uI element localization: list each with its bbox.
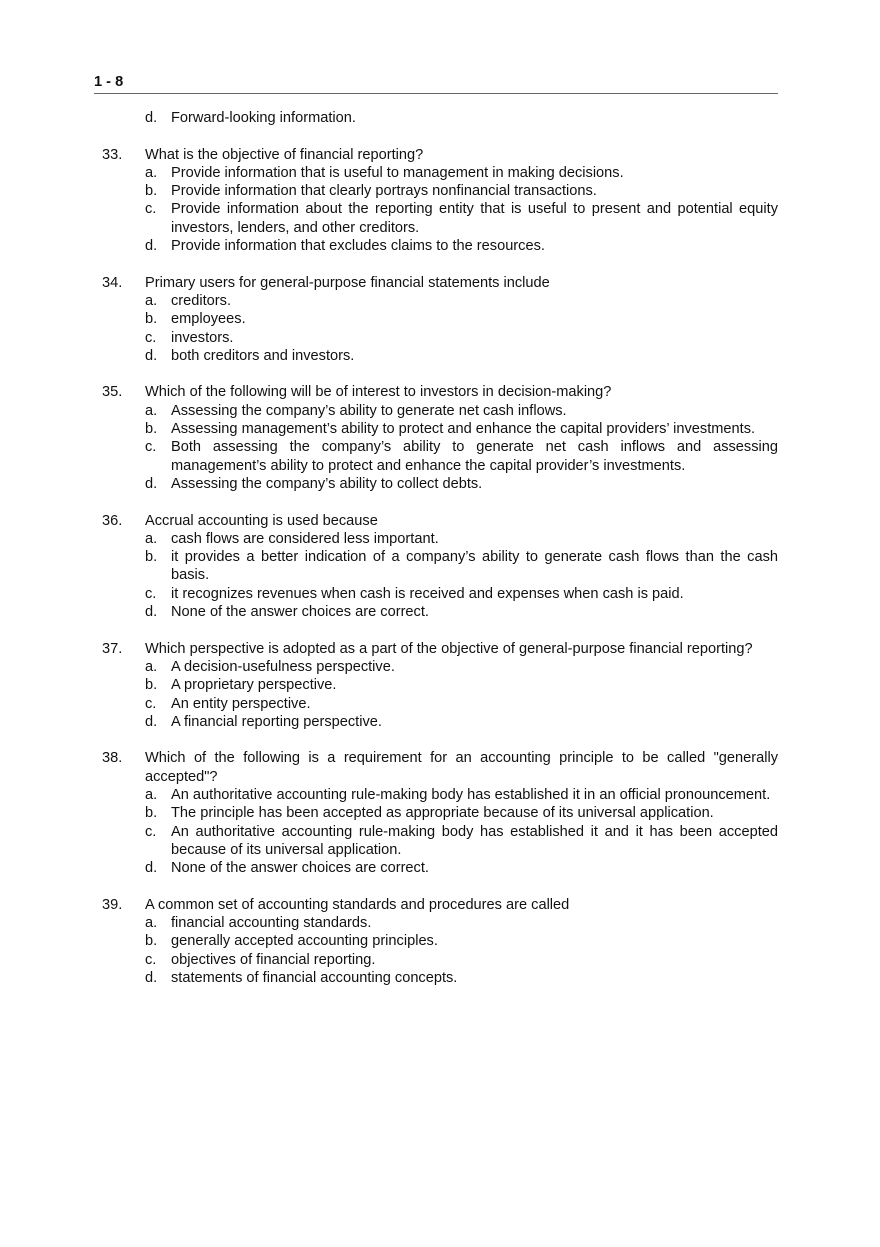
answer-option	[94, 530, 778, 548]
option-letter: d.	[145, 110, 158, 126]
answer-option	[94, 603, 778, 621]
question-text: Which of the following will be of interest to investors in decision-making?	[145, 384, 612, 401]
option-letter: b.	[145, 677, 158, 694]
question-text: Which of the following is a requirement for an accounting principle to be called "generally accepted"?	[145, 750, 778, 785]
question-38	[94, 749, 778, 877]
question-stem	[94, 640, 778, 658]
answer-option	[94, 164, 778, 182]
question-list	[94, 109, 778, 987]
question-number: 38.	[102, 750, 123, 767]
option-text: Provide information that clearly portrays nonfinancial transactions.	[171, 183, 597, 200]
option-text: Forward-looking information.	[171, 110, 356, 126]
answer-option	[94, 786, 778, 804]
option-letter: c.	[145, 201, 157, 218]
option-text: generally accepted accounting principles.	[171, 933, 438, 950]
answer-option	[94, 200, 778, 237]
option-text: An authoritative accounting rule-making body has established it in an official pronouncement.	[171, 786, 771, 803]
option-letter: c.	[145, 439, 157, 456]
option-text: statements of financial accounting concepts.	[171, 969, 458, 986]
option-letter: b.	[145, 933, 158, 950]
question-number: 37.	[102, 640, 123, 657]
option-text: The principle has been accepted as appropriate because of its universal application.	[171, 805, 714, 822]
questions	[94, 146, 778, 988]
answer-option	[94, 969, 778, 987]
option-letter: d.	[145, 238, 158, 255]
answer-option	[94, 475, 778, 493]
option-letter: b.	[145, 549, 158, 566]
option-text: Assessing the company’s ability to collect debts.	[171, 475, 483, 492]
question-39	[94, 896, 778, 987]
option-text: employees.	[171, 311, 246, 328]
option-text: financial accounting standards.	[171, 915, 372, 932]
option-text: An entity perspective.	[171, 695, 311, 712]
answer-option	[94, 713, 778, 731]
question-text: Primary users for general-purpose financial statements include	[145, 274, 550, 291]
option-text: it recognizes revenues when cash is received and expenses when cash is paid.	[171, 585, 684, 602]
answer-option	[94, 859, 778, 877]
option-letter: c.	[145, 823, 157, 840]
question-stem	[94, 896, 778, 914]
option-text: Provide information that is useful to management in making decisions.	[171, 164, 624, 181]
question-number: 36.	[102, 512, 123, 529]
option-text: both creditors and investors.	[171, 347, 355, 364]
answer-option	[94, 914, 778, 932]
option-text: Assessing management’s ability to protect and enhance the capital providers’ investments.	[171, 421, 756, 438]
answer-option	[94, 585, 778, 603]
question-37	[94, 640, 778, 731]
option-letter: c.	[145, 695, 157, 712]
answer-option	[94, 438, 778, 475]
question-33	[94, 146, 778, 256]
option-letter: d.	[145, 347, 158, 364]
answer-option	[94, 237, 778, 255]
option-letter: c.	[145, 329, 157, 346]
option-letter: a.	[145, 164, 158, 181]
answer-option	[94, 402, 778, 420]
option-text: None of the answer choices are correct.	[171, 860, 429, 877]
option-text: A decision-usefulness perspective.	[171, 658, 395, 675]
option-text: objectives of financial reporting.	[171, 951, 376, 968]
answer-option	[94, 658, 778, 676]
option-text: creditors.	[171, 292, 232, 309]
option-letter: a.	[145, 402, 158, 419]
option-text: cash flows are considered less important.	[171, 530, 439, 547]
question-number: 35.	[102, 384, 123, 401]
question-stem	[94, 749, 778, 786]
option-letter: d.	[145, 713, 158, 730]
option-text: An authoritative accounting rule-making body has established it and it has been accepted because of its universal application.	[171, 823, 778, 858]
answer-option	[94, 951, 778, 969]
question-stem	[94, 383, 778, 401]
option-letter: a.	[145, 530, 158, 547]
option-letter: d.	[145, 969, 158, 986]
question-text: Which perspective is adopted as a part of the objective of general-purpose financial reporting?	[145, 640, 753, 657]
question-stem	[94, 274, 778, 292]
option-letter: c.	[145, 951, 157, 968]
page-number: 1 - 8	[94, 74, 124, 90]
question-stem	[94, 146, 778, 164]
option-text: investors.	[171, 329, 234, 346]
answer-option	[94, 347, 778, 365]
option-text: Assessing the company’s ability to generate net cash inflows.	[171, 402, 567, 419]
answer-option	[94, 420, 778, 438]
answer-option	[94, 695, 778, 713]
option-text: A financial reporting perspective.	[171, 713, 382, 730]
option-letter: d.	[145, 475, 158, 492]
answer-option	[94, 932, 778, 950]
question-stem	[94, 512, 778, 530]
answer-option	[94, 310, 778, 328]
option-text: A proprietary perspective.	[171, 677, 337, 694]
option-letter: b.	[145, 183, 158, 200]
answer-option	[94, 804, 778, 822]
option-letter: a.	[145, 658, 158, 675]
option-text: Provide information about the reporting entity that is useful to present and potential equity investors, lenders, and other creditors.	[171, 201, 778, 236]
question-text: What is the objective of financial reporting?	[145, 146, 424, 163]
option-letter: a.	[145, 915, 158, 932]
question-35	[94, 383, 778, 493]
option-letter: b.	[145, 421, 158, 438]
option-text: Provide information that excludes claims to the resources.	[171, 238, 545, 255]
answer-option	[94, 292, 778, 310]
option-letter: c.	[145, 585, 157, 602]
answer-option	[94, 182, 778, 200]
answer-option	[94, 548, 778, 585]
answer-option	[94, 676, 778, 694]
continuation-option	[94, 109, 778, 127]
question-number: 33.	[102, 146, 123, 163]
option-letter: b.	[145, 311, 158, 328]
answer-option	[94, 329, 778, 347]
question-34	[94, 274, 778, 365]
option-letter: d.	[145, 604, 158, 621]
option-letter: a.	[145, 786, 158, 803]
page-header	[94, 73, 778, 94]
question-36	[94, 512, 778, 622]
option-letter: a.	[145, 292, 158, 309]
question-text: A common set of accounting standards and procedures are called	[145, 896, 570, 913]
question-number: 39.	[102, 896, 123, 913]
option-text: None of the answer choices are correct.	[171, 604, 429, 621]
answer-option	[94, 823, 778, 860]
option-text: Both assessing the company’s ability to generate net cash inflows and assessing management’s ability to protect and enhance the capital provider’s investments.	[171, 439, 778, 474]
option-letter: b.	[145, 805, 158, 822]
option-text: it provides a better indication of a company’s ability to generate cash flows than the cash basis.	[171, 549, 778, 584]
question-text: Accrual accounting is used because	[145, 512, 378, 529]
option-letter: d.	[145, 860, 158, 877]
question-number: 34.	[102, 274, 123, 291]
